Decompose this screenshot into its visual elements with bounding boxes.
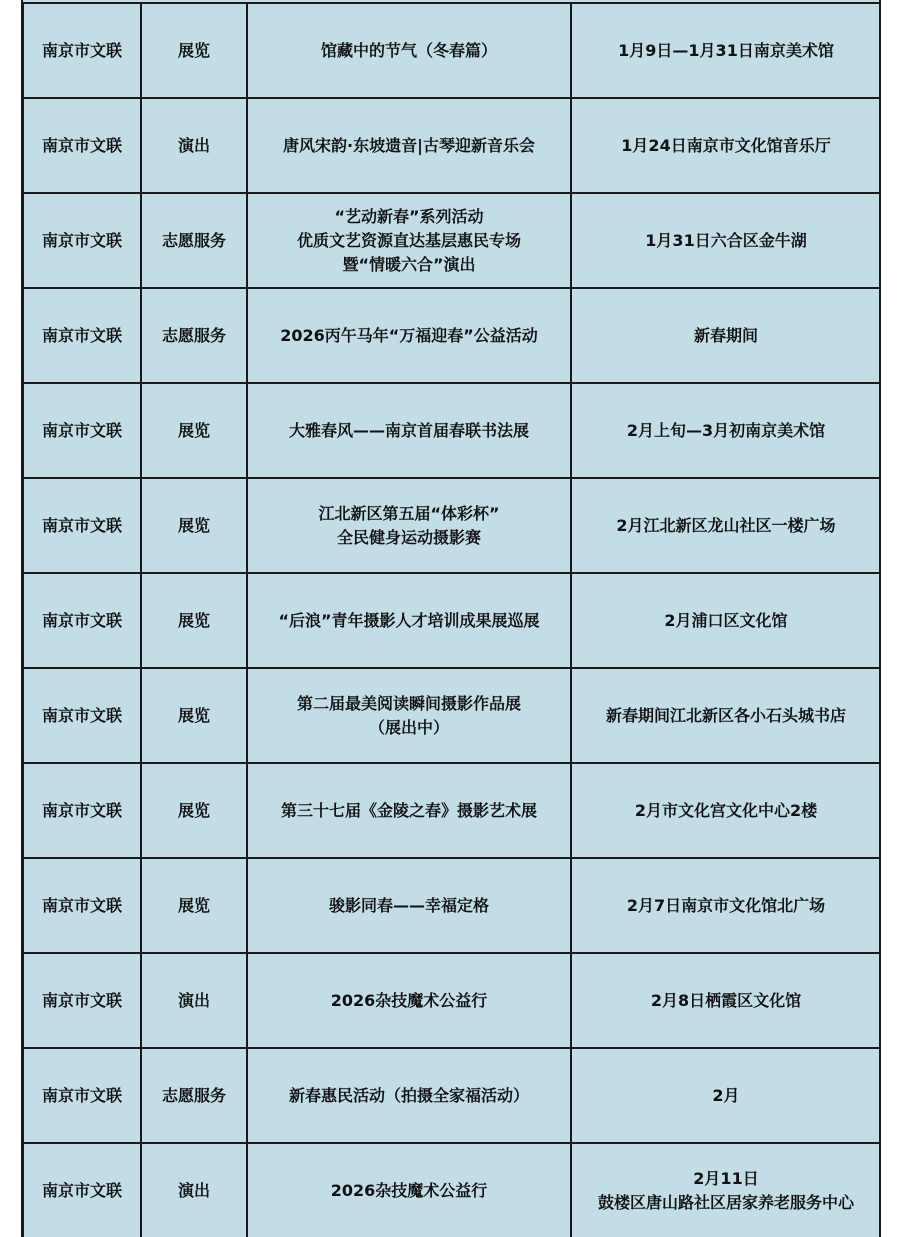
event-name-cell: 2026杂技魔术公益行	[247, 1143, 571, 1237]
event-type-cell: 展览	[141, 478, 247, 573]
organizer-cell: 南京市文联	[23, 383, 141, 478]
table-row	[23, 858, 881, 953]
event-type-cell: 展览	[141, 668, 247, 763]
event-type-cell: 展览	[141, 573, 247, 668]
event-type-cell: 演出	[141, 98, 247, 193]
time-place-cell: 2月7日南京市文化馆北广场	[571, 858, 881, 953]
event-table	[22, 2, 881, 1237]
event-type-cell: 展览	[141, 858, 247, 953]
organizer-cell: 南京市文联	[23, 763, 141, 858]
event-type-cell: 演出	[141, 953, 247, 1048]
organizer-cell: 南京市文联	[23, 953, 141, 1048]
time-place-cell: 1月31日六合区金牛湖	[571, 193, 881, 288]
event-type-cell: 演出	[141, 1143, 247, 1237]
event-name-cell: “艺动新春”系列活动 优质文艺资源直达基层惠民专场 暨“情暖六合”演出	[247, 193, 571, 288]
organizer-cell: 南京市文联	[23, 573, 141, 668]
table-row	[23, 383, 881, 478]
time-place-cell: 2月	[571, 1048, 881, 1143]
event-type-cell: 志愿服务	[141, 193, 247, 288]
event-name-cell: 第三十七届《金陵之春》摄影艺术展	[247, 763, 571, 858]
organizer-cell: 南京市文联	[23, 478, 141, 573]
event-name-cell: 新春惠民活动（拍摄全家福活动）	[247, 1048, 571, 1143]
organizer-cell: 南京市文联	[23, 193, 141, 288]
table-row	[23, 98, 881, 193]
event-schedule-sheet	[21, 0, 881, 1237]
table-row	[23, 953, 881, 1048]
table-row	[23, 288, 881, 383]
time-place-cell: 2月江北新区龙山社区一楼广场	[571, 478, 881, 573]
event-name-cell: 大雅春风——南京首届春联书法展	[247, 383, 571, 478]
event-name-cell: 馆藏中的节气（冬春篇）	[247, 3, 571, 98]
organizer-cell: 南京市文联	[23, 98, 141, 193]
event-type-cell: 志愿服务	[141, 288, 247, 383]
event-name-cell: 第二届最美阅读瞬间摄影作品展 （展出中）	[247, 668, 571, 763]
table-row	[23, 193, 881, 288]
event-type-cell: 展览	[141, 763, 247, 858]
organizer-cell: 南京市文联	[23, 3, 141, 98]
table-row	[23, 478, 881, 573]
time-place-cell: 1月24日南京市文化馆音乐厅	[571, 98, 881, 193]
time-place-cell: 2月浦口区文化馆	[571, 573, 881, 668]
organizer-cell: 南京市文联	[23, 668, 141, 763]
event-name-cell: 2026丙午马年“万福迎春”公益活动	[247, 288, 571, 383]
table-row	[23, 1048, 881, 1143]
organizer-cell: 南京市文联	[23, 1143, 141, 1237]
event-name-cell: 2026杂技魔术公益行	[247, 953, 571, 1048]
event-name-cell: 江北新区第五届“体彩杯” 全民健身运动摄影赛	[247, 478, 571, 573]
table-row	[23, 763, 881, 858]
event-name-cell: 唐风宋韵·东坡遗音|古琴迎新音乐会	[247, 98, 571, 193]
time-place-cell: 1月9日—1月31日南京美术馆	[571, 3, 881, 98]
table-row	[23, 573, 881, 668]
event-type-cell: 志愿服务	[141, 1048, 247, 1143]
time-place-cell: 2月市文化宫文化中心2楼	[571, 763, 881, 858]
event-name-cell: “后浪”青年摄影人才培训成果展巡展	[247, 573, 571, 668]
event-type-cell: 展览	[141, 3, 247, 98]
organizer-cell: 南京市文联	[23, 288, 141, 383]
table-row	[23, 1143, 881, 1237]
event-name-cell: 骏影同春——幸福定格	[247, 858, 571, 953]
organizer-cell: 南京市文联	[23, 858, 141, 953]
organizer-cell: 南京市文联	[23, 1048, 141, 1143]
time-place-cell: 新春期间江北新区各小石头城书店	[571, 668, 881, 763]
time-place-cell: 2月8日栖霞区文化馆	[571, 953, 881, 1048]
time-place-cell: 2月上旬—3月初南京美术馆	[571, 383, 881, 478]
event-type-cell: 展览	[141, 383, 247, 478]
table-row	[23, 3, 881, 98]
table-row	[23, 668, 881, 763]
time-place-cell: 新春期间	[571, 288, 881, 383]
time-place-cell: 2月11日 鼓楼区唐山路社区居家养老服务中心	[571, 1143, 881, 1237]
